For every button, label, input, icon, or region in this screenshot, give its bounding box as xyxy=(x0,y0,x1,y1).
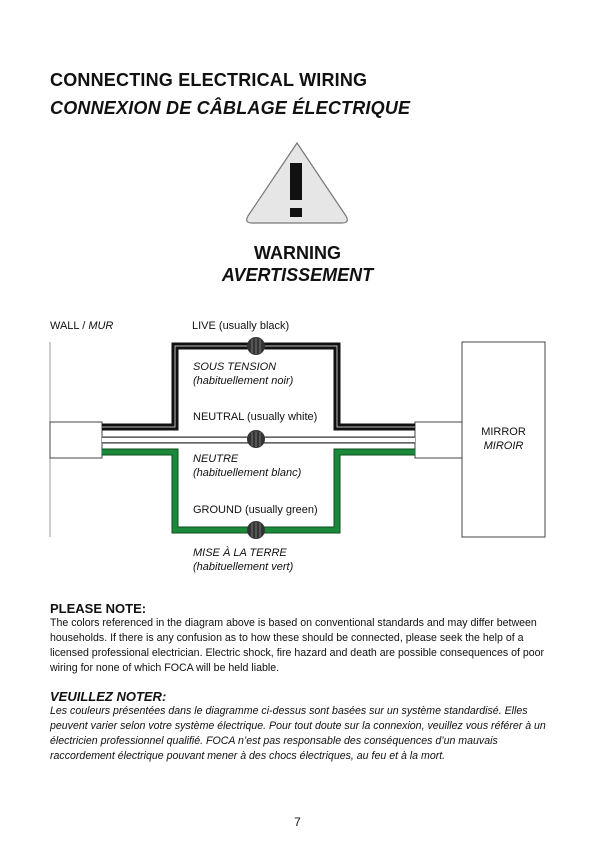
ground-label-french: MISE À LA TERRE xyxy=(193,547,287,559)
neutral-label: NEUTRAL (usually white) xyxy=(193,411,318,423)
note-heading: PLEASE NOTE: xyxy=(50,601,147,616)
note-heading-french: VEUILLEZ NOTER: xyxy=(50,689,167,704)
live-label-french-note: (habituellement noir) xyxy=(193,375,294,387)
note-body-french: Les couleurs présentées dans le diagramme ci-dessus sont basées sur un système standardisé. Elles peuvent varier selon votre système électrique. Pour tout doute sur la connexion, veuillez vous référer à un électricien professionnel qualifié. FOCA n’est pas responsable des conséquences d’un mauvais raccordement électrique pouvant mener à des chocs électriques, au feu et à la mort. xyxy=(50,705,546,762)
ground-label-french-note: (habituellement vert) xyxy=(193,561,294,573)
title-english: CONNECTING ELECTRICAL WIRING xyxy=(50,70,368,90)
cable-left xyxy=(50,422,102,458)
neutral-label-french-note: (habituellement blanc) xyxy=(193,467,302,479)
cable-right xyxy=(415,422,462,458)
warning-heading: WARNING xyxy=(254,243,341,263)
title-french: CONNEXION DE CÂBLAGE ÉLECTRIQUE xyxy=(50,98,411,118)
wall-label: WALL / MUR xyxy=(50,320,114,332)
live-label: LIVE (usually black) xyxy=(192,320,290,332)
mirror-label: MIRROR xyxy=(481,426,526,438)
warning-heading-french: AVERTISSEMENT xyxy=(221,265,374,285)
note-body: The colors referenced in the diagram above is based on conventional standards and may differ between households. If there is any confusion as to how these should be connected, please seek the help of a licensed professional electrician. Electric shock, fire hazard and death are possible consequences of poor wiring for none of which FOCA will be held liable. xyxy=(50,617,545,674)
ground-label: GROUND (usually green) xyxy=(193,504,318,516)
neutral-label-french: NEUTRE xyxy=(193,453,239,465)
page-number: 7 xyxy=(294,815,301,829)
neutral-connector-icon xyxy=(247,430,265,448)
live-label-french: SOUS TENSION xyxy=(193,361,277,373)
ground-connector-icon xyxy=(247,521,265,539)
ground-wire xyxy=(102,452,415,530)
mirror-label-french: MIROIR xyxy=(483,440,524,452)
live-connector-icon xyxy=(247,337,265,355)
warning-triangle-icon xyxy=(247,143,348,223)
